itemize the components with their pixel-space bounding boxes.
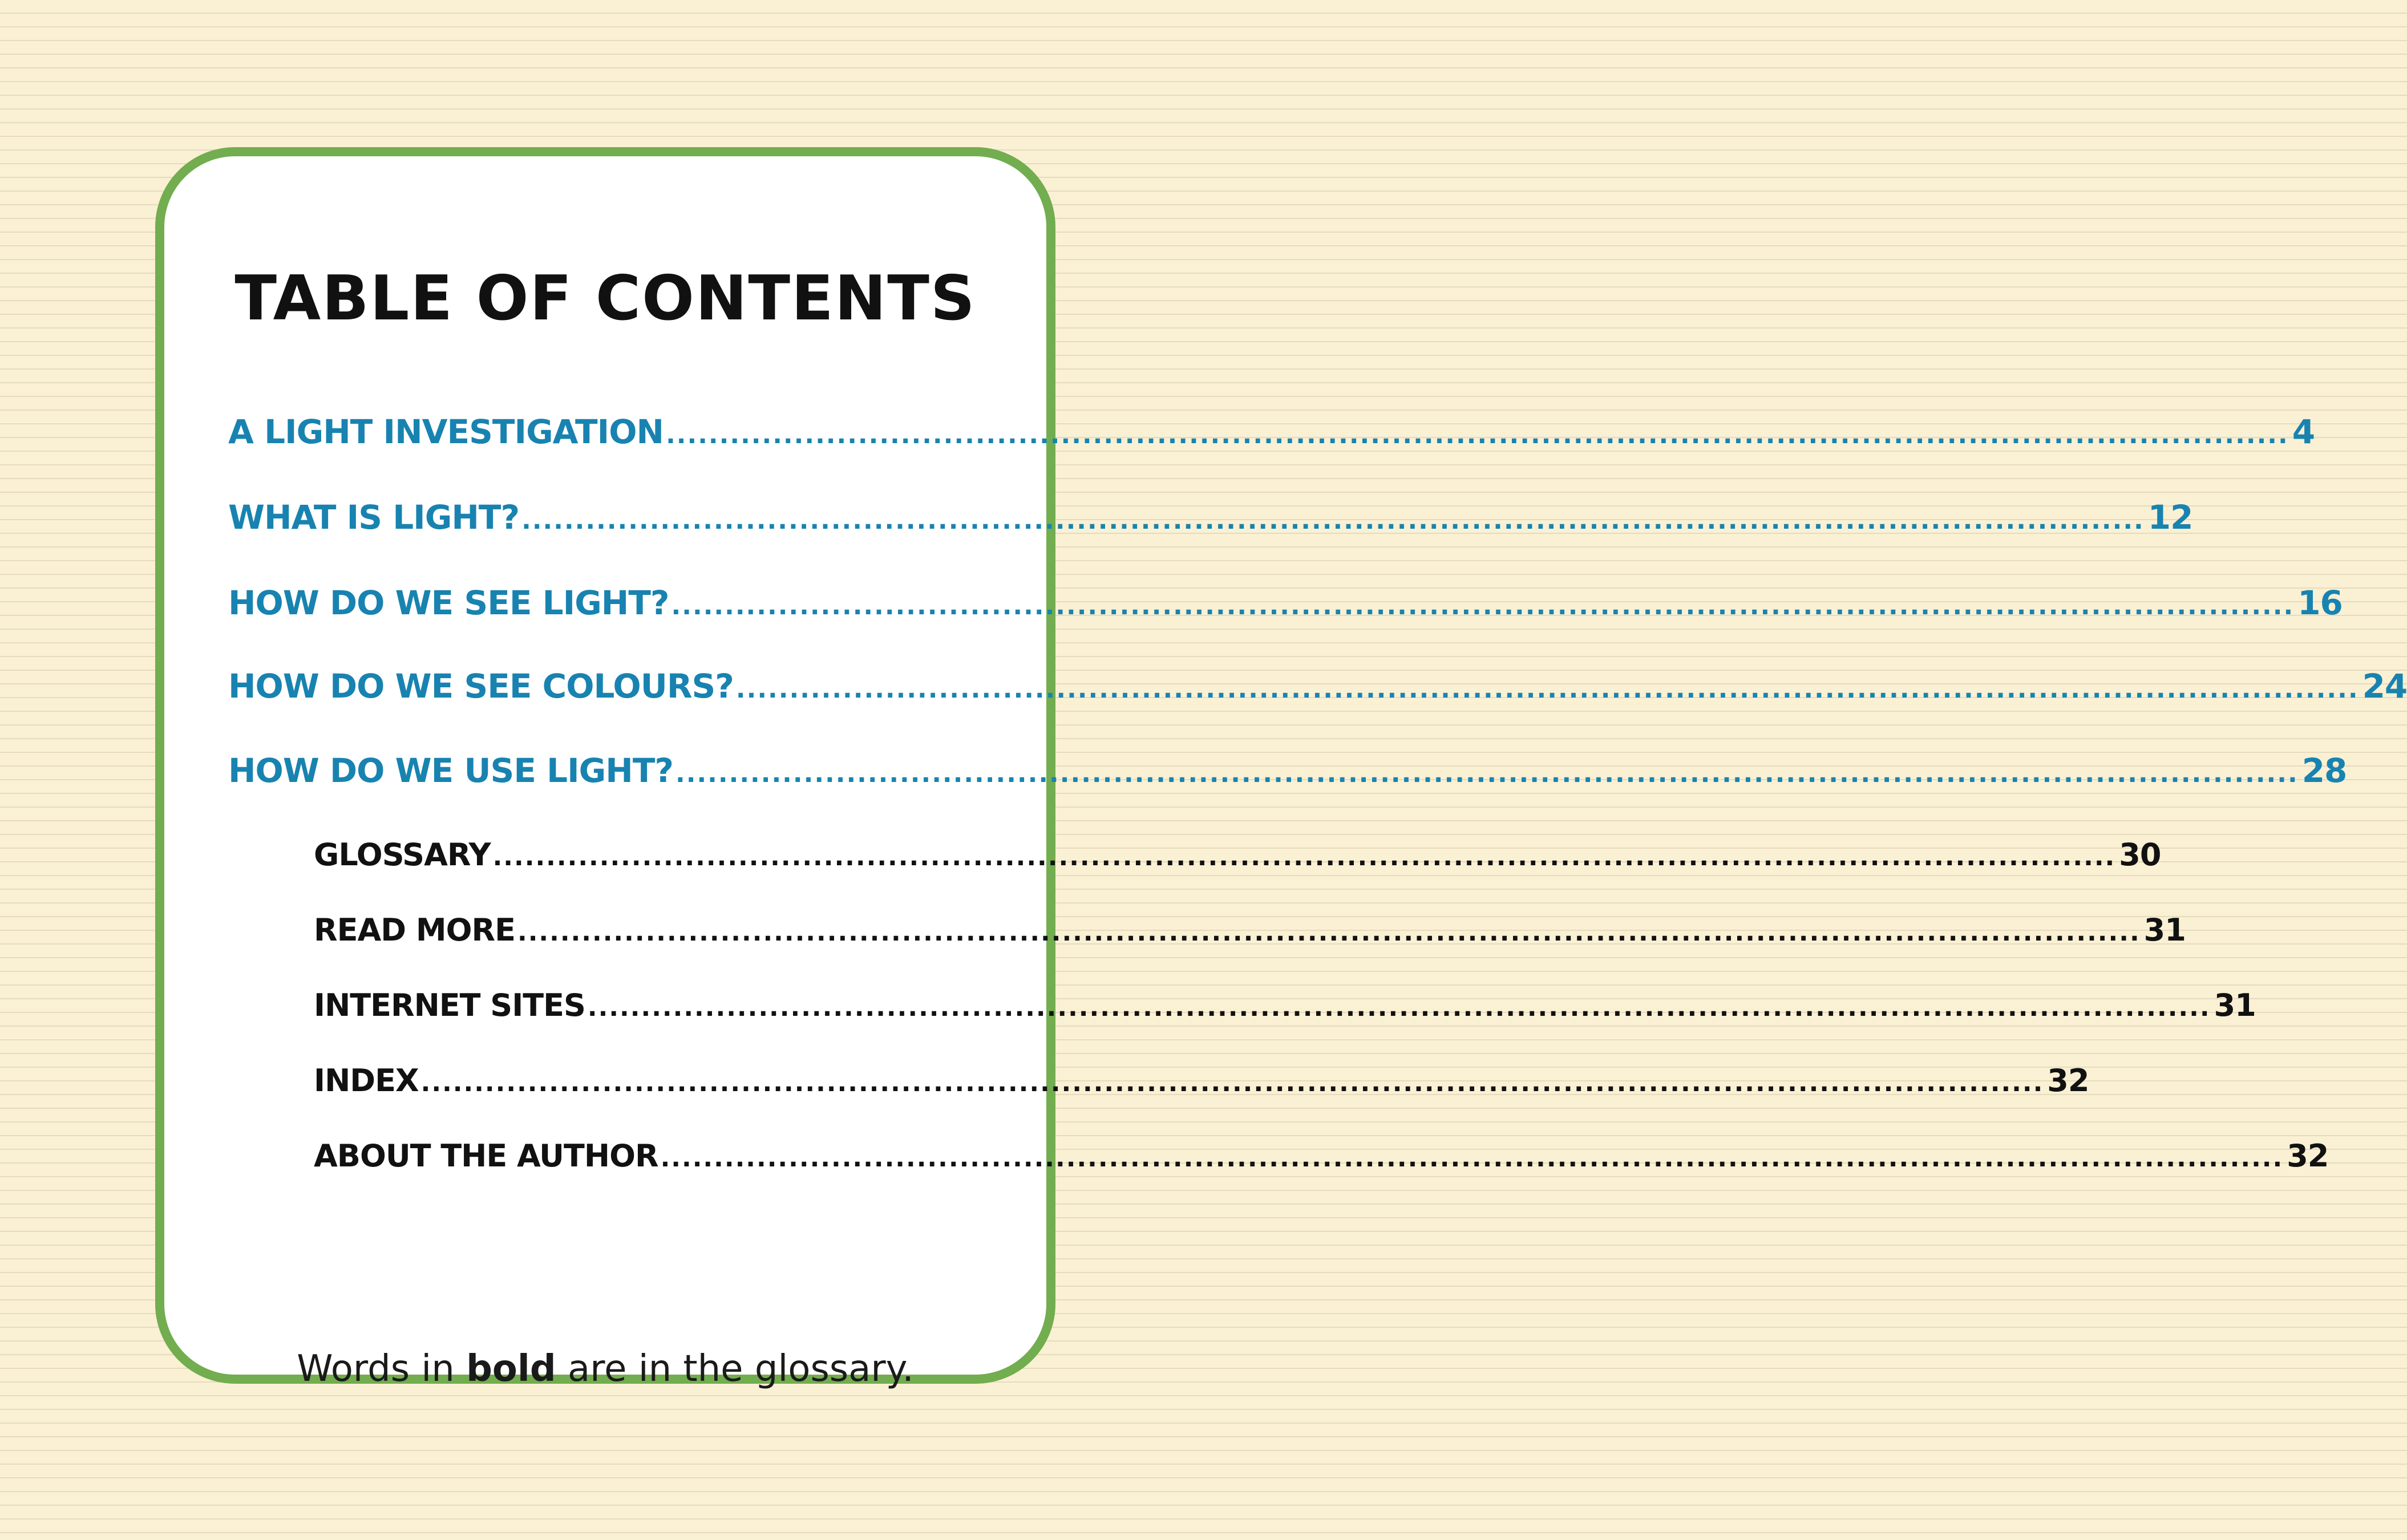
toc-entry-label: INDEX	[314, 1063, 419, 1099]
contents-card	[155, 147, 2407, 1390]
dot-leader: ........................................................................................................................................................	[675, 759, 2299, 788]
dot-leader: ........................................................................................................................................................	[492, 842, 2116, 872]
table-of-contents	[164, 156, 2407, 1375]
toc-entry-how-do-we-see-colours[interactable]	[228, 667, 2407, 706]
toc-entry-what-is-light[interactable]	[228, 498, 2193, 537]
toc-entry-label: WHAT IS LIGHT?	[228, 498, 520, 537]
toc-entry-page: 4	[2292, 412, 2315, 451]
toc-entry-how-do-we-use-light[interactable]	[228, 751, 2347, 790]
toc-entry-index[interactable]	[314, 1063, 2089, 1099]
dot-leader: ........................................................................................................................................................	[587, 993, 2211, 1022]
toc-entry-page: 32	[2047, 1063, 2089, 1099]
toc-entry-label: ABOUT THE AUTHOR	[314, 1138, 658, 1174]
toc-entry-internet-sites[interactable]	[314, 987, 2256, 1023]
dot-leader: ........................................................................................................................................................	[420, 1068, 2044, 1097]
toc-entry-how-do-we-see-light[interactable]	[228, 583, 2343, 622]
toc-entry-page: 28	[2301, 751, 2347, 790]
dot-leader: ........................................................................................................................................................	[517, 918, 2141, 947]
toc-entry-read-more[interactable]	[314, 912, 2186, 948]
toc-entry-label: A LIGHT INVESTIGATION	[228, 412, 664, 451]
toc-entry-label: READ MORE	[314, 912, 515, 948]
toc-entry-label: GLOSSARY	[314, 837, 491, 873]
dot-leader: ........................................................................................................................................................	[521, 506, 2145, 535]
toc-entry-page: 24	[2362, 667, 2407, 706]
toc-entry-label: HOW DO WE USE LIGHT?	[228, 751, 674, 790]
toc-entry-about-the-author[interactable]	[314, 1138, 2329, 1174]
toc-entry-glossary[interactable]	[314, 837, 2161, 873]
glossary-note-end: are in the glossary.	[556, 1348, 914, 1390]
toc-entry-page: 12	[2147, 498, 2193, 537]
toc-entry-label: INTERNET SITES	[314, 987, 585, 1023]
dot-leader: ........................................................................................................................................................	[660, 1144, 2284, 1173]
page-title: TABLE OF CONTENTS	[234, 263, 976, 334]
glossary-note	[164, 1348, 1046, 1390]
dot-leader: ........................................................................................................................................................	[671, 591, 2295, 621]
toc-entry-a-light-investigation[interactable]	[228, 412, 2315, 451]
toc-entry-label: HOW DO WE SEE COLOURS?	[228, 667, 734, 706]
toc-entry-page: 31	[2214, 987, 2256, 1023]
toc-entry-page: 31	[2143, 912, 2186, 948]
glossary-note-bold-word: bold	[466, 1348, 556, 1390]
toc-entry-page: 16	[2297, 583, 2343, 622]
toc-entry-page: 30	[2119, 837, 2161, 873]
toc-entry-page: 32	[2287, 1138, 2329, 1174]
toc-entry-label: HOW DO WE SEE LIGHT?	[228, 583, 669, 622]
dot-leader: ........................................................................................................................................................	[666, 420, 2289, 449]
dot-leader: ........................................................................................................................................................	[735, 675, 2359, 704]
glossary-note-start: Words in	[297, 1348, 467, 1390]
